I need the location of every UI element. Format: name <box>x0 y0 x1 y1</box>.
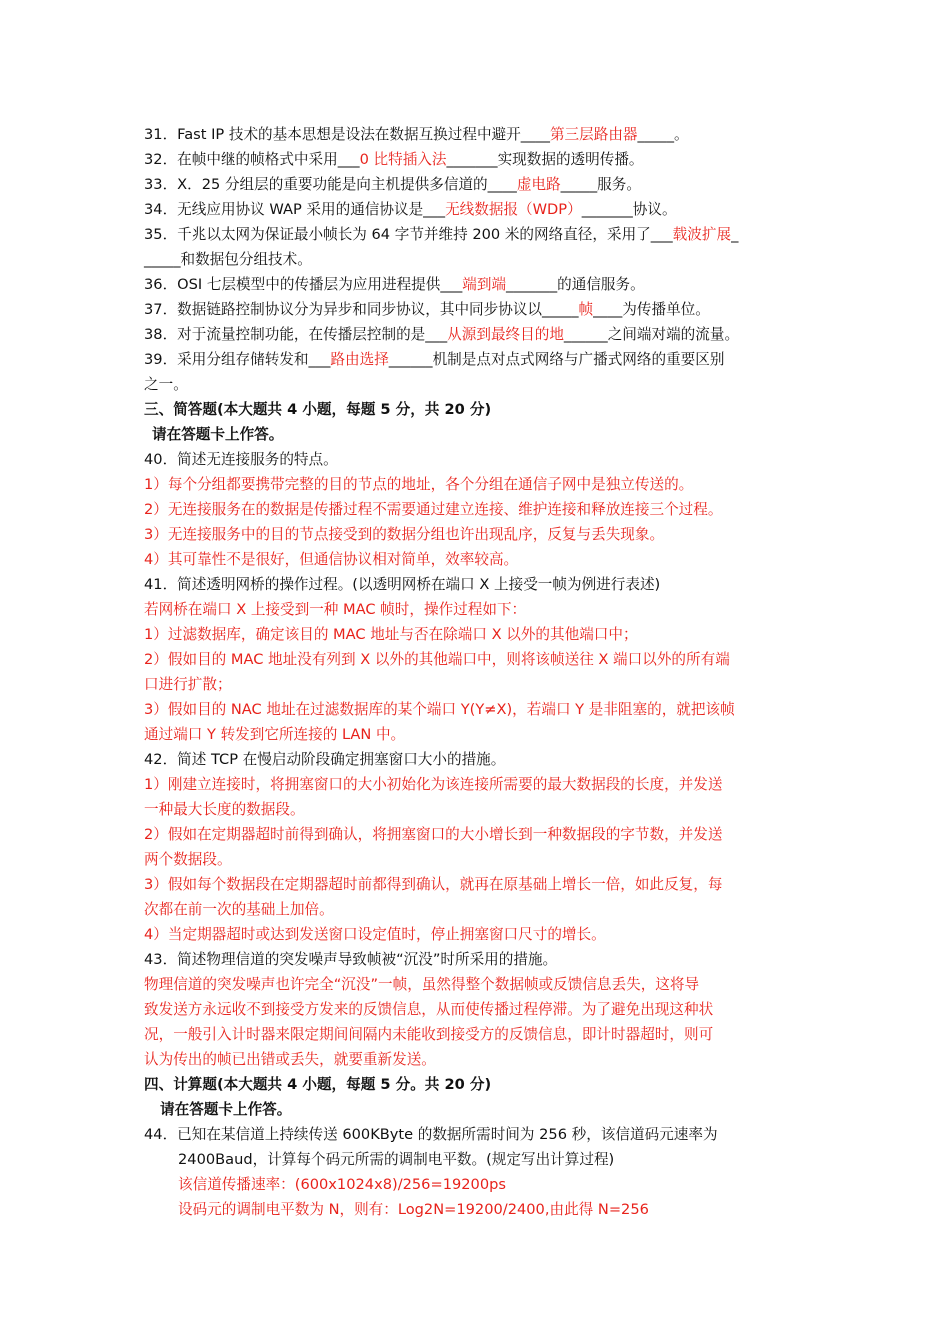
answer-43-line: 况，一般引入计时器来限定期间间隔内未能收到接受方的反馈信息，即计时器超时，则可 <box>144 1026 714 1043</box>
answer-42-line: 两个数据段。 <box>144 851 232 868</box>
question-44-continued: 2400Baud，计算每个码元所需的调制电平数。(规定写出计算过程) <box>178 1151 615 1168</box>
answer-35: 载波扩展 <box>672 226 732 243</box>
question-43: 43．简述物理信道的突发噪声导致帧被“沉没”时所采用的措施。 <box>144 951 558 968</box>
question-35-continued: _____和数据包分组技术。 <box>144 251 312 268</box>
answer-31: 第三层路由器 <box>549 126 638 143</box>
answer-42-line: 3）假如每个数据段在定期器超时前都得到确认，就再在原基础上增长一倍，如此反复，每 <box>144 876 723 893</box>
question-31: 31．Fast IP 技术的基本思想是设法在数据互换过程中避开____第三层路由器_____。 <box>144 126 689 143</box>
question-39: 39．采用分组存储转发和___路由选择______机制是点对点式网络与广播式网络的重要区别 <box>144 351 725 368</box>
answer-43-line: 致发送方永远收不到接受方发来的反馈信息，从而使传播过程停滞。为了避免出现这种状 <box>144 1001 714 1018</box>
answer-40-line: 4）其可靠性不是很好，但通信协议相对简单，效率较高。 <box>144 551 519 568</box>
question-32: 32．在帧中继的帧格式中采用___0 比特插入法_______实现数据的透明传播。 <box>144 151 644 168</box>
question-36: 36．OSI 七层模型中的传播层为应用进程提供___端到端_______的通信服务。 <box>144 276 645 293</box>
answer-40-line: 1）每个分组都要携带完整的目的节点的地址，各个分组在通信子网中是独立传送的。 <box>144 476 694 493</box>
answer-41-line: 2）假如目的 MAC 地址没有列到 X 以外的其他端口中，则将该帧送往 X 端口以外的所有端 <box>144 651 730 668</box>
answer-44-line: 设码元的调制电平数为 N，则有：Log2N=19200/2400,由此得 N=256 <box>178 1201 649 1218</box>
answer-41-line: 1）过滤数据库，确定该目的 MAC 地址与否在除端口 X 以外的其他端口中； <box>144 626 638 643</box>
answer-38: 从源到最终目的地 <box>447 326 564 343</box>
answer-43-line: 认为传出的帧已出错或丢失，就要重新发送。 <box>144 1051 436 1068</box>
answer-41-line: 通过端口 Y 转发到它所连接的 LAN 中。 <box>144 726 406 743</box>
answer-41-line: 若网桥在端口 X 上接受到一种 MAC 帧时，操作过程如下： <box>144 601 527 618</box>
question-44: 44．已知在某信道上持续传送 600KByte 的数据所需时间为 256 秒，该信道码元速率为 <box>144 1126 718 1143</box>
answer-39: 路由选择 <box>330 351 389 368</box>
answer-41-line: 口进行扩散； <box>144 676 232 693</box>
answer-42-line: 2）假如在定期器超时前得到确认，将拥塞窗口的大小增长到一种数据段的字节数，并发送 <box>144 826 723 843</box>
question-38: 38．对于流量控制功能，在传播层控制的是___从源到最终目的地______之间端对端的流量。 <box>144 326 740 343</box>
section-4-title: 四、计算题(本大题共 4 小题，每题 5 分。共 20 分) <box>144 1076 492 1093</box>
answer-32: 0 比特插入法 <box>359 151 447 168</box>
question-37: 37．数据链路控制协议分为异步和同步协议，其中同步协议以_____帧____为传播单位。 <box>144 301 710 318</box>
question-35: 35．千兆以太网为保证最小帧长为 64 字节并维持 200 米的网络直径，采用了___载波扩展_ <box>144 226 739 243</box>
question-33: 33．X．25 分组层的重要功能是向主机提供多信道的____虚电路_____服务。 <box>144 176 641 193</box>
question-39-continued: 之一。 <box>144 376 188 393</box>
section-3-title: 三、简答题(本大题共 4 小题，每题 5 分，共 20 分) <box>144 401 492 418</box>
question-42: 42．简述 TCP 在慢启动阶段确定拥塞窗口大小的措施。 <box>144 751 506 768</box>
question-40: 40．简述无连接服务的特点。 <box>144 451 338 468</box>
question-34: 34．无线应用协议 WAP 采用的通信协议是___无线数据报（WDP）_______协议。 <box>144 201 677 218</box>
answer-41-line: 3）假如目的 NAC 地址在过滤数据库的某个端口 Y(Y≠X)，若端口 Y 是非阻塞的，就把该帧 <box>144 701 735 718</box>
answer-33: 虚电路 <box>516 176 561 193</box>
question-41: 41．简述透明网桥的操作过程。(以透明网桥在端口 X 上接受一帧为例进行表述) <box>144 576 661 593</box>
answer-36: 端到端 <box>462 276 507 293</box>
section-4-note: 请在答题卡上作答。 <box>160 1101 292 1118</box>
document-page <box>144 122 814 1222</box>
answer-43-line: 物理信道的突发噪声也许完全“沉没”一帧，虽然得整个数据帧或反馈信息丢失，这将导 <box>144 976 700 993</box>
answer-44-line: 该信道传播速率：(600x1024x8)/256=19200ps <box>178 1176 506 1193</box>
answer-34: 无线数据报（WDP） <box>445 201 582 218</box>
answer-42-line: 一种最大长度的数据段。 <box>144 801 305 818</box>
answer-42-line: 1）刚建立连接时，将拥塞窗口的大小初始化为该连接所需要的最大数据段的长度，并发送 <box>144 776 723 793</box>
answer-37: 帧 <box>578 301 594 318</box>
section-3-note: 请在答题卡上作答。 <box>152 426 284 443</box>
answer-40-line: 3）无连接服务中的目的节点接受到的数据分组也许出现乱序，反复与丢失现象。 <box>144 526 665 543</box>
answer-40-line: 2）无连接服务在的数据是传播过程不需要通过建立连接、维护连接和释放连接三个过程。 <box>144 501 723 518</box>
answer-42-line: 4）当定期器超时或达到发送窗口设定值时，停止拥塞窗口尺寸的增长。 <box>144 926 606 943</box>
answer-42-line: 次都在前一次的基础上加倍。 <box>144 901 334 918</box>
